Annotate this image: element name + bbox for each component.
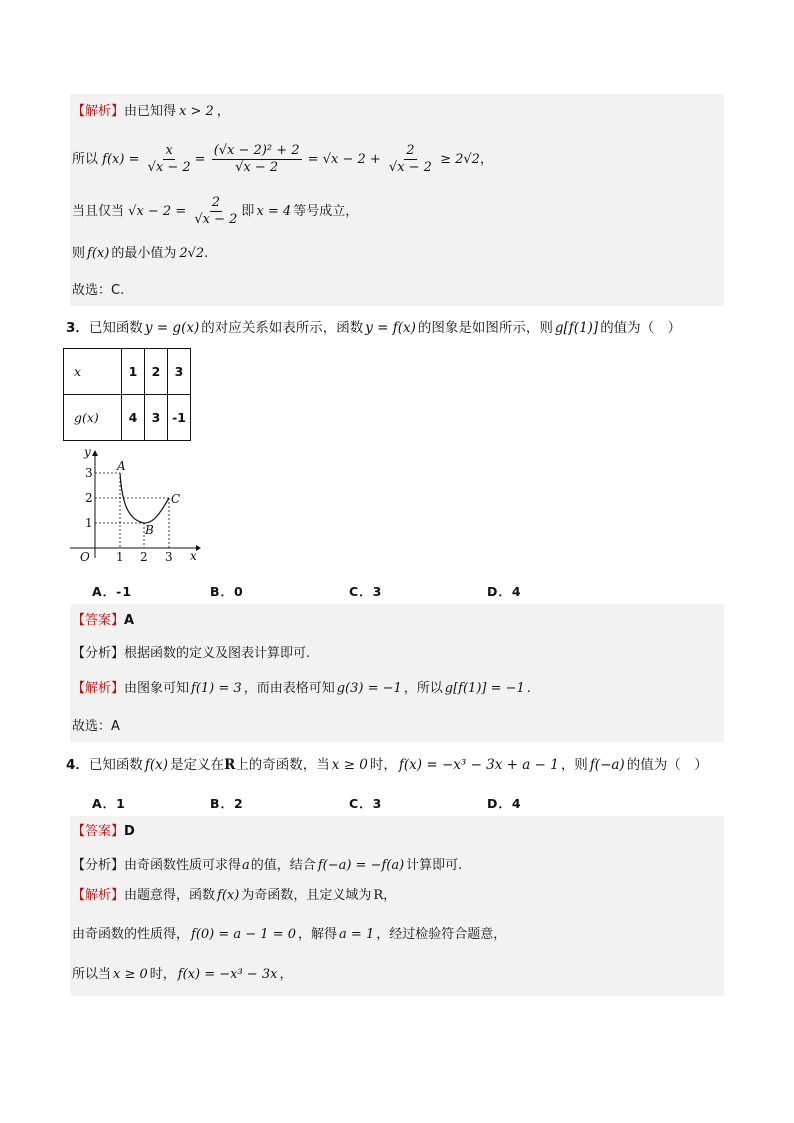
table-cell: 4 [122, 395, 145, 441]
numerator: (√x − 2)² + 2 [213, 143, 300, 158]
q3-fenxi [72, 644, 310, 664]
math-fx: f(x) = [102, 152, 140, 167]
math-fx: f(x) [87, 246, 110, 261]
option-c[interactable]: C．3 [349, 584, 383, 599]
jiexi-tag: 【解析】 [72, 681, 125, 696]
option-c[interactable]: C．3 [349, 796, 383, 811]
math-condition: x ≥ 0 [113, 967, 148, 982]
math-equation: √x − 2 = [128, 204, 187, 219]
text: 为奇函数，且定义域为 [241, 888, 372, 903]
math-g3: g(3) = −1 [336, 681, 402, 696]
q4-answer [72, 822, 135, 842]
text: . [204, 246, 209, 261]
math-x-value: x = 4 [256, 204, 292, 219]
text: 上的奇函数，当 [235, 757, 330, 773]
math-reals: R [373, 888, 384, 903]
denominator: √x − 2 [194, 212, 238, 227]
jiexi-1-line-2: 所以 f(x) = $\frac{x}{√x - 2}$ = $\frac{\text{(√x − 2)² + 2}}{√x - 2}$ = √x − 2 + $\frac{2}{√x - 2}$ ≥ 2√2， [72, 143, 493, 175]
y-axis-label: y [84, 448, 91, 459]
text: 时， [149, 967, 176, 982]
text: 当且仅当 [72, 204, 125, 219]
jiexi-1-conclusion [72, 281, 124, 301]
math-a: a [242, 858, 250, 873]
y-tick-label: 1 [85, 516, 93, 530]
table-cell: 3 [145, 395, 168, 441]
text: ， [279, 967, 293, 982]
x-tick-label: 2 [140, 550, 148, 564]
q4-fenxi [72, 856, 462, 876]
y-tick-label: 2 [85, 491, 93, 505]
denominator: √x − 2 [388, 160, 432, 175]
jiexi-1-line-4 [72, 244, 208, 264]
text: 时， [369, 757, 397, 773]
math-condition: x > 2 [179, 104, 214, 119]
math-fx: f(x) [217, 888, 240, 903]
option-a[interactable]: A．1 [92, 796, 126, 811]
math-result: g[f(1)] = −1 [444, 681, 525, 696]
x-tick-label: 1 [116, 550, 124, 564]
point-label-b: B [145, 523, 154, 537]
math-f0: f(0) = a − 1 = 0 [191, 927, 297, 942]
fraction [212, 143, 302, 176]
math-g-f1: g[f(1)] [554, 320, 599, 336]
table-cell: 1 [122, 349, 145, 395]
math-f1: f(1) = 3 [191, 681, 242, 696]
table-row [64, 395, 191, 441]
math-fx: f(x) [144, 757, 169, 773]
table-cell: 2 [145, 349, 168, 395]
text: ，经过检验符合题意， [376, 927, 507, 942]
denominator: √x − 2 [235, 160, 279, 175]
text: 的最小值为 [111, 246, 177, 261]
math-f-neg-a: f(−a) [589, 757, 625, 773]
text: 是定义在 [170, 757, 225, 773]
text: 故选：A [72, 719, 120, 734]
text: ，而由表格可知 [243, 681, 335, 696]
text: 已知函数 [88, 757, 143, 773]
math-condition: x ≥ 0 [331, 757, 368, 773]
text: 计算即可. [406, 858, 463, 873]
q3-answer-background [70, 604, 724, 742]
answer-value: A [124, 613, 135, 628]
option-d[interactable]: D．4 [487, 796, 522, 811]
table-header-x: x [64, 349, 122, 395]
jiexi-tag: 【解析】 [72, 888, 125, 903]
table-cell: 3 [168, 349, 191, 395]
q4-jiexi-2 [72, 925, 506, 945]
option-d[interactable]: D．4 [487, 584, 522, 599]
text: 由图象可知 [124, 681, 190, 696]
text: . [526, 681, 531, 696]
text: 根据函数的定义及图表计算即可. [124, 646, 311, 661]
answer-value: D [124, 824, 135, 839]
fenxi-tag: 【分析】 [72, 858, 125, 873]
math-rhs: ≥ 2√2 [440, 152, 480, 167]
q3-conclusion [72, 717, 120, 737]
text: 由已知得 [124, 104, 177, 119]
text: 已知函数 [88, 320, 143, 336]
answer-tag: 【答案】 [72, 824, 125, 839]
text: ，所以 [403, 681, 443, 696]
text: 即 [241, 204, 255, 219]
text: 的值为（ ） [600, 320, 682, 336]
text: 所以 [72, 152, 99, 167]
point-label-a: A [117, 459, 126, 473]
text: 的值为（ ） [626, 757, 708, 773]
origin-label: O [80, 550, 90, 564]
text: ， [383, 888, 397, 903]
text: ， [479, 152, 493, 167]
numerator: 2 [211, 195, 221, 210]
table-cell: -1 [168, 395, 191, 441]
point-label-c: C [171, 492, 181, 506]
fraction [387, 143, 434, 176]
math-fx-def: f(x) = −x³ − 3x [177, 967, 278, 982]
q4-jiexi-3 [72, 965, 292, 985]
math-min-value: 2√2 [179, 246, 205, 261]
math-middle: = √x − 2 + [307, 152, 381, 167]
text: 由题意得，函数 [124, 888, 216, 903]
question-number: 3． [66, 320, 89, 336]
fraction [192, 195, 239, 228]
text: ， [216, 104, 230, 119]
text: 的图象是如图所示，则 [417, 320, 553, 336]
q4-jiexi-1 [72, 886, 396, 906]
text: 由奇函数性质可求得 [124, 858, 242, 873]
text: 的值，结合 [250, 858, 316, 873]
g-value-table [63, 348, 191, 441]
jiexi-1-line-3 [72, 192, 358, 232]
y-tick-label: 3 [85, 466, 93, 480]
math-odd-property: f(−a) = −f(a) [317, 858, 405, 873]
fraction [146, 143, 193, 176]
option-a[interactable]: A．-1 [92, 584, 133, 599]
text: ，则 [560, 757, 588, 773]
denominator: √x − 2 [147, 160, 191, 175]
jiexi-1-line-1 [72, 102, 230, 122]
q3-answer [72, 611, 134, 631]
x-axis-label: x [190, 549, 197, 563]
jiexi-tag: 【解析】 [72, 104, 125, 119]
option-b[interactable]: B．0 [210, 584, 244, 599]
text: 故选：C. [72, 283, 125, 298]
q3-jiexi [72, 679, 531, 699]
answer-tag: 【答案】 [72, 613, 125, 628]
math-a-value: a = 1 [339, 927, 375, 942]
math-g: y = g(x) [144, 320, 200, 336]
text: ，解得 [298, 927, 338, 942]
text: 的对应关系如表所示，函数 [201, 320, 364, 336]
numerator: x [165, 143, 173, 158]
numerator: 2 [406, 143, 415, 158]
text: 则 [72, 246, 86, 261]
math-definition: f(x) = −x³ − 3x + a − 1 [398, 757, 559, 773]
y-axis-arrow [92, 450, 98, 456]
math-f: y = f(x) [365, 320, 416, 336]
fenxi-tag: 【分析】 [72, 646, 125, 661]
text: 由奇函数的性质得， [72, 927, 190, 942]
q4-stem [66, 755, 708, 775]
question-number: 4． [66, 757, 89, 773]
text: 所以当 [72, 967, 112, 982]
table-header-gx: g(x) [64, 395, 122, 441]
text: 等号成立， [293, 204, 359, 219]
table-row [64, 349, 191, 395]
function-graph [62, 448, 202, 568]
math-reals: R [224, 757, 236, 773]
option-b[interactable]: B．2 [210, 796, 244, 811]
x-tick-label: 3 [165, 550, 173, 564]
q3-stem [66, 318, 681, 338]
